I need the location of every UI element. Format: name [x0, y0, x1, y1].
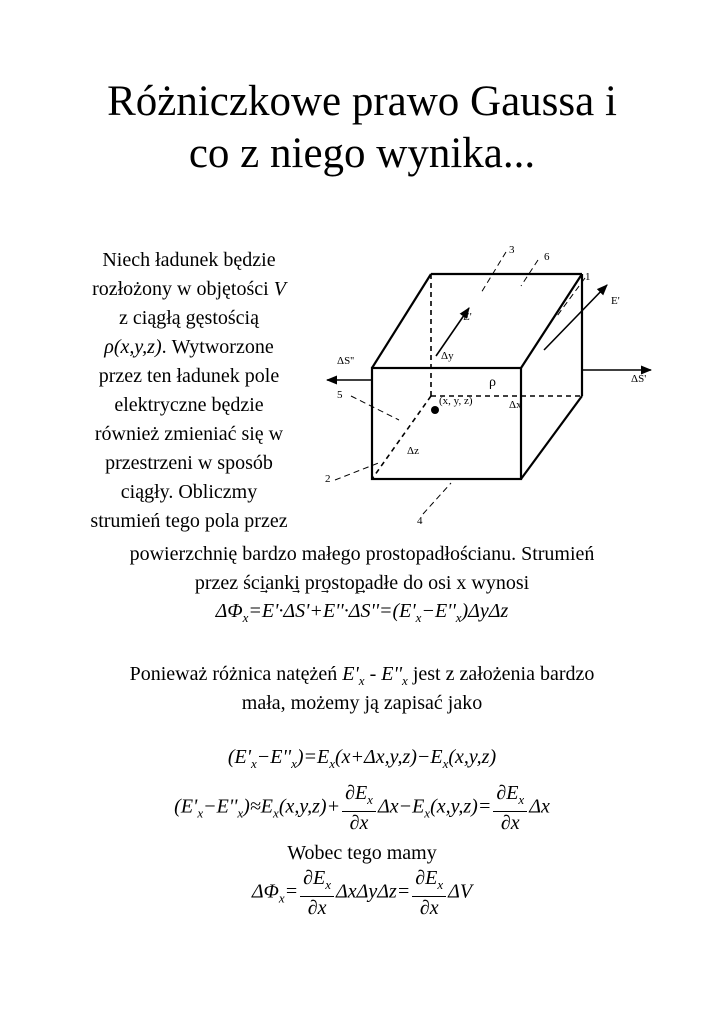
- intro-paragraph: [64, 246, 314, 536]
- equation-flux-x: $\Delta\Phi_x=⃗$ E'·Δ⃗ S'+⃗ E''·Δ⃗ $S''=(E'_x-E''_x)\Delta y\Delta z$: [0, 600, 724, 626]
- intro-line-4: [64, 333, 314, 362]
- label-rho: ρ: [489, 375, 496, 390]
- p2-before: Ponieważ różnica natężeń: [129, 663, 343, 685]
- equation-final: $\Delta\Phi_x=$ $\frac{\partial E_x}{\partial x}$ ΔxΔyΔz= $\frac{\partial E_x}{\partial x}$ ΔV: [251, 867, 473, 919]
- title-line-2: co z niego wynika...: [188, 130, 536, 177]
- label-e-front: E': [463, 311, 472, 323]
- intro-line-9: ciągły. Obliczmy: [120, 481, 258, 503]
- cube-diagram: [311, 238, 653, 530]
- label-5: 5: [337, 389, 343, 401]
- intro-line-3: z ciągłą gęstością: [119, 307, 259, 329]
- label-3: 3: [509, 244, 515, 256]
- label-dy: Δy: [441, 350, 454, 362]
- page-title: [0, 76, 724, 180]
- p2-sym1: E': [342, 663, 359, 685]
- label-e-right: E': [611, 295, 620, 307]
- intro-line-1: Niech ładunek będzie: [102, 249, 276, 271]
- label-dx: Δx: [509, 399, 522, 411]
- p2-sub2: x: [402, 673, 408, 688]
- label-dz: Δz: [407, 445, 419, 457]
- label-1: 1: [585, 271, 591, 283]
- label-s-dprime: ΔS'': [337, 355, 355, 367]
- equation-difference: $(E'_x-E''_x)=E_x(x+\Delta x,y,z)-E_x(x,y,z)$: [227, 746, 497, 771]
- label-4: 4: [417, 515, 423, 527]
- label-2: 2: [325, 473, 331, 485]
- p2-sym2: E'': [381, 663, 403, 685]
- intro-line-5: przez ten ładunek pole: [98, 365, 280, 387]
- continuation-line-1: powierzchnię bardzo małego prostopadłościanu. Strumień: [129, 543, 595, 565]
- intro-line-7: również zmieniać się w: [94, 423, 284, 445]
- p2-dash: -: [364, 663, 382, 685]
- wobec-line: Wobec tego mamy: [287, 842, 437, 864]
- origin-point: [431, 406, 439, 414]
- intro-line-8: przestrzeni w sposób: [105, 452, 273, 474]
- continuation-line-2: przez ścianki prostopadłe do osi x wynosi: [194, 572, 530, 594]
- title-line-1: Różniczkowe prawo Gaussa i: [107, 78, 617, 125]
- equation-approximation: $(E'_x-E''_x)\approx E_x(x,y,z)+$ $\frac{\partial E_x}{\partial x}$ $\Delta x-E_x(x,y,z)=$ $\frac{\partial E_x}{\partial x}$ Δx: [174, 782, 550, 834]
- hidden-edges: [372, 274, 582, 479]
- cube-edges: [372, 274, 582, 479]
- density-symbol: ρ(x,y,z): [104, 336, 162, 358]
- intro-line-2-text: rozłożony w objętości: [92, 278, 269, 300]
- intro-line-4-text: . Wytworzone: [161, 336, 274, 358]
- label-6: 6: [544, 251, 550, 263]
- p2-after: jest z założenia bardzo: [407, 663, 595, 685]
- label-point: (x, y, z): [439, 395, 473, 407]
- intro-line-10: strumień tego pola przez: [90, 510, 288, 532]
- intro-line-6: elektryczne będzie: [114, 394, 264, 416]
- p2-sub1: x: [358, 673, 365, 688]
- intro-line-2: [64, 275, 314, 304]
- label-s-prime: ΔS': [631, 373, 647, 385]
- paragraph-2-line-2: mała, możemy ją zapisać jako: [241, 692, 483, 714]
- volume-symbol: V: [273, 278, 286, 300]
